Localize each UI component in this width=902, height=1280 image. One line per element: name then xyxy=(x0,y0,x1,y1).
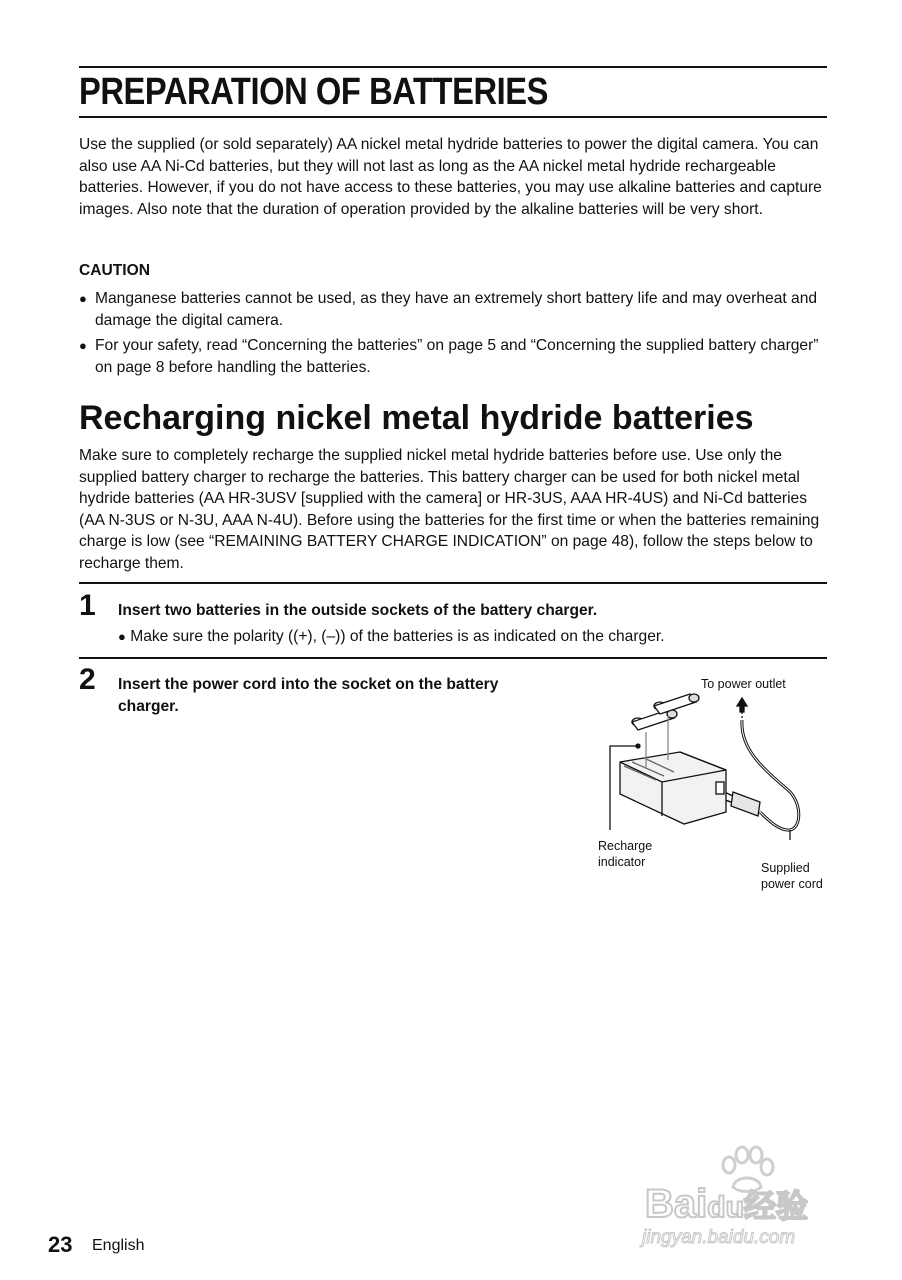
step-note-text: Make sure the polarity ((+), (–)) of the batteries is as indicated on the charger. xyxy=(130,628,665,645)
title-block xyxy=(79,66,827,118)
to-outlet-label: To power outlet xyxy=(701,677,786,691)
intro-paragraph: Use the supplied (or sold separately) AA nickel metal hydride batteries to power the digital camera. You can also use AA Ni-Cd batteries, but they will not last as long as the AA nickel metal hydride rechargeable batteries. However, if you do not have access to these batteries, you may use alkaline batteries and capture images. Also note that the duration of operation provided by the alkaline batteries will be very short. xyxy=(79,136,822,218)
watermark-brand: Bai xyxy=(645,1182,708,1226)
step-instruction: Insert the power cord into the socket on the battery charger. xyxy=(118,676,499,715)
battery-icon xyxy=(654,694,699,714)
charger-body xyxy=(620,752,726,824)
plug xyxy=(731,792,760,816)
step-divider xyxy=(79,657,827,659)
caution-item-text: Manganese batteries cannot be used, as they have an extremely short battery life and may overheat and damage the digital camera. xyxy=(95,290,818,329)
step-number: 1 xyxy=(79,589,96,622)
watermark-url: jingyan.baidu.com xyxy=(642,1227,796,1248)
step-note xyxy=(118,626,665,648)
caution-label: CAUTION xyxy=(79,262,151,279)
page-title: PREPARATION OF BATTERIES xyxy=(79,71,549,113)
bullet-icon: ● xyxy=(79,291,87,306)
caution-item-text: For your safety, read “Concerning the batteries” on page 5 and “Concerning the supplied battery charger” on page 8 before handling the batteries. xyxy=(95,337,819,376)
bullet-icon: ● xyxy=(79,338,87,353)
charger-illustration xyxy=(590,690,840,840)
watermark-suffix: 经验 xyxy=(743,1188,808,1224)
baidu-watermark xyxy=(640,1145,850,1250)
section-body: Make sure to completely recharge the supplied nickel metal hydride batteries before use. Use only the supplied battery charger to recharge the batteries. This battery charger can be used for both nickel metal hydride batteries (AA HR-3USV [supplied with the camera] or HR-3US, AAA HR-4US) and Ni-Cd batteries (AA N-3US or N-3U, AAA N-4U). Before using the batteries for the first time or when the batteries remaining charge is low (see “REMAINING BATTERY CHARGE INDICATION” on page 48), follow the steps below to recharge them. xyxy=(79,447,820,572)
section-heading: Recharging nickel metal hydride batteries xyxy=(79,399,754,437)
up-arrow-icon xyxy=(737,698,747,712)
supplied-cord-label: Supplied power cord xyxy=(761,861,823,891)
watermark-brand2: du xyxy=(707,1191,744,1224)
page-language: English xyxy=(92,1237,145,1254)
caution-item xyxy=(79,288,827,331)
step-instruction: Insert two batteries in the outside sockets of the battery charger. xyxy=(118,602,598,619)
step-number: 2 xyxy=(79,663,96,696)
step-divider xyxy=(79,582,827,584)
battery-icon xyxy=(632,710,677,730)
recharge-indicator-label: Recharge indicator xyxy=(598,839,653,869)
bullet-icon: ● xyxy=(118,629,126,644)
caution-item xyxy=(79,335,827,378)
page-number: 23 xyxy=(48,1232,73,1257)
